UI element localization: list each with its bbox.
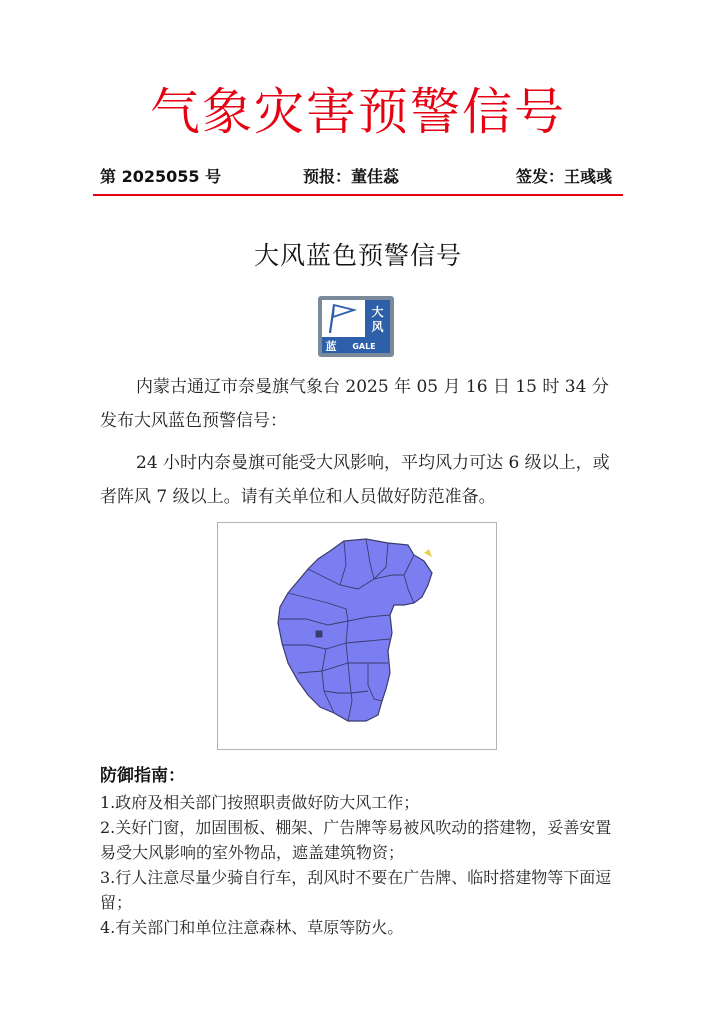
signer: 签发：王彧彧	[515, 167, 612, 186]
guide-list	[100, 790, 620, 940]
signal-color-label: 蓝	[325, 340, 337, 353]
corner-marker	[424, 549, 432, 557]
region-map	[218, 523, 496, 749]
signal-text-bottom: 风	[371, 320, 384, 334]
guide-item: 3.行人注意尽量少骑自行车，刮风时不要在广告牌、临时搭建物等下面逗留；	[100, 868, 612, 912]
guide-item: 2.关好门窗，加固围板、棚架、广告牌等易被风吹动的搭建物，妥善安置易受大风影响的室外物品，遮盖建筑物资；	[100, 818, 612, 862]
county-outline	[278, 539, 432, 721]
forecaster: 预报：董佳蕊	[303, 167, 400, 186]
guide-heading: 防御指南：	[100, 766, 185, 786]
guide-item: 1.政府及相关部门按照职责做好防大风工作；	[100, 793, 420, 812]
warning-area-map	[217, 522, 497, 750]
release-paragraph: 内蒙古通辽市奈曼旗气象台 2025 年 05 月 16 日 15 时 34 分发布大风蓝色预警信号：	[100, 377, 609, 431]
header-divider	[93, 194, 623, 196]
gale-blue-signal-icon	[318, 296, 394, 357]
signal-gale-label: GALE	[352, 342, 376, 351]
guide-item: 4.有关部门和单位注意森林、草原等防火。	[100, 918, 404, 937]
signal-text-top: 大	[371, 305, 384, 319]
document-title: 气象灾害预警信号	[150, 83, 566, 141]
signal-flag-panel	[322, 300, 365, 337]
issue-meta-row	[100, 164, 612, 190]
impact-paragraph: 24 小时内奈曼旗可能受大风影响，平均风力可达 6 级以上，或者阵风 7 级以上。请有关单位和人员做好防范准备。	[100, 453, 610, 507]
warning-title: 大风蓝色预警信号	[253, 241, 462, 270]
issue-number: 第 2025055 号	[100, 167, 222, 186]
